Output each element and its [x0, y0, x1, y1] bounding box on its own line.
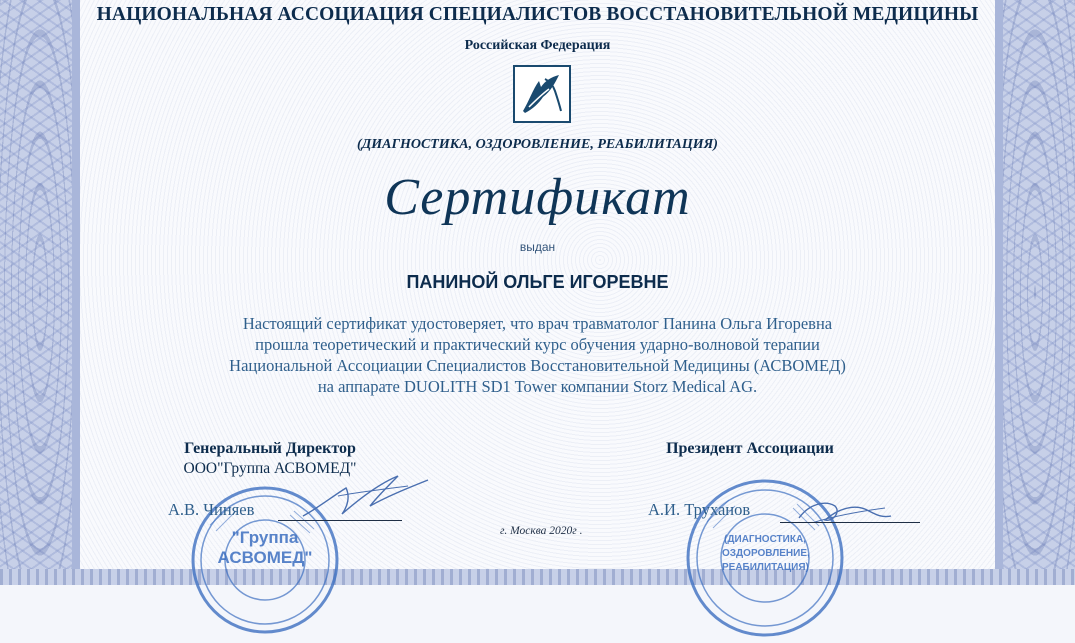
director-signature-line	[278, 520, 402, 521]
guilloche-border-right	[995, 0, 1075, 585]
subtitle: (ДИАГНОСТИКА, ОЗДОРОВЛЕНИЕ, РЕАБИЛИТАЦИЯ)	[357, 137, 718, 152]
issued-label: выдан	[519, 240, 556, 254]
body-line: Настоящий сертификат удостоверяет, что врач травматолог Панина Ольга Игоревна	[242, 314, 833, 333]
body-line: Национальной Ассоциации Специалистов Восстановительной Медицины (АСВОМЕД)	[229, 356, 846, 375]
president-signature-line	[780, 522, 920, 523]
body-line: прошла теоретический и практический курс обучения ударно-волновой терапии	[255, 335, 820, 354]
organization-name: НАЦИОНАЛЬНАЯ АССОЦИАЦИЯ СПЕЦИАЛИСТОВ ВОССТАНОВИТЕЛЬНОЙ МЕДИЦИНЫ	[96, 4, 979, 25]
president-title: Президент Ассоциации	[666, 440, 834, 457]
president-name: А.И. Труханов	[648, 500, 751, 519]
director-name: А.В. Чиняев	[168, 500, 255, 519]
recipient-name: ПАНИНОЙ ОЛЬГЕ ИГОРЕВНЕ	[406, 272, 669, 292]
director-organization: ООО"Группа АСВОМЕД"	[183, 460, 357, 477]
place-and-date: г. Москва 2020г .	[500, 525, 583, 537]
body-line: на аппарате DUOLITH SD1 Tower компании Storz Medical AG.	[317, 377, 758, 396]
certificate-body	[80, 313, 995, 397]
association-stamp-text: (ДИАГНОСТИКА, ОЗДОРОВЛЕНИЕ, РЕАБИЛИТАЦИЯ)	[722, 534, 810, 573]
guilloche-border-bottom	[0, 569, 1075, 585]
president-signature	[795, 496, 895, 531]
director-signature	[298, 466, 433, 526]
certificate-title: Сертификат	[384, 169, 691, 226]
association-logo-icon	[513, 65, 571, 123]
company-stamp-text: "Группа АСВОМЕД"	[217, 528, 313, 567]
guilloche-border-left	[0, 0, 80, 585]
director-title: Генеральный Директор	[184, 440, 356, 457]
country-label: Российская Федерация	[464, 38, 611, 53]
